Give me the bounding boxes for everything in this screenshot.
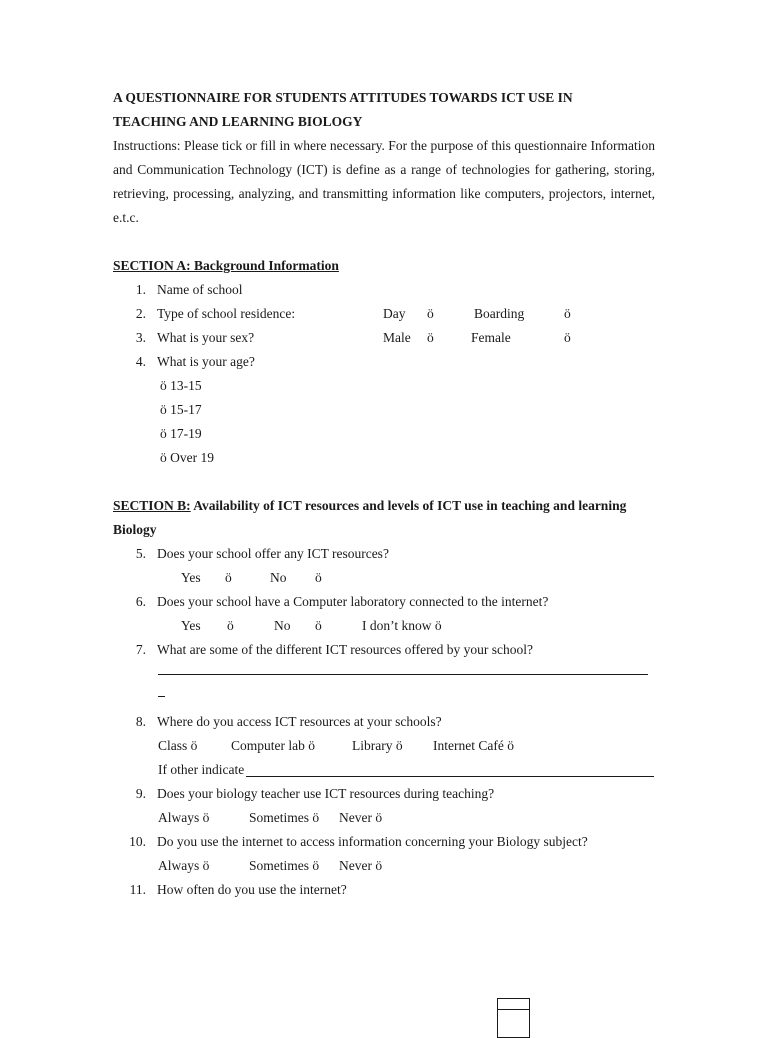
option-internet-cafe[interactable]: Internet Café ö <box>433 738 514 753</box>
question-number: 7. <box>135 642 146 657</box>
question-number: 11. <box>129 882 146 897</box>
question-number: 5. <box>135 546 146 561</box>
question-8-options <box>113 734 655 758</box>
question-3 <box>113 326 655 350</box>
option-always[interactable]: Always ö <box>158 810 210 825</box>
question-9 <box>113 782 655 806</box>
question-number: 3. <box>135 330 146 345</box>
question-7-answer-continued <box>113 686 655 710</box>
checkbox-female[interactable]: ö <box>564 330 571 345</box>
question-9-options <box>113 806 655 830</box>
question-5-options <box>113 566 655 590</box>
question-number: 8. <box>135 714 146 729</box>
question-number: 1. <box>135 282 146 297</box>
title-line-1: A QUESTIONNAIRE FOR STUDENTS ATTITUDES TOWARDS ICT USE IN <box>113 90 573 105</box>
option-dont-know[interactable]: I don’t know ö <box>362 618 442 633</box>
question-text: What is your sex? <box>157 330 255 345</box>
question-number: 2. <box>135 306 146 321</box>
question-5 <box>113 542 655 566</box>
question-text: What is your age? <box>157 354 255 369</box>
question-4 <box>113 350 655 374</box>
option-female: Female <box>471 330 511 345</box>
question-text: Do you use the internet to access information concerning your Biology subject? <box>157 834 588 849</box>
checkbox-male[interactable]: ö <box>427 330 434 345</box>
option-always[interactable]: Always ö <box>158 858 210 873</box>
checkbox-day[interactable]: ö <box>427 306 434 321</box>
option-label: ö 15-17 <box>160 402 202 417</box>
question-text: What are some of the different ICT resources offered by your school? <box>157 642 533 657</box>
section-b-heading <box>113 494 655 518</box>
section-b-heading-line-2: Biology <box>113 522 157 537</box>
question-6 <box>113 590 655 614</box>
option-library[interactable]: Library ö <box>352 738 403 753</box>
option-label: ö Over 19 <box>160 450 214 465</box>
checkbox-no[interactable]: ö <box>315 570 322 585</box>
option-label: ö 13-15 <box>160 378 202 393</box>
title-line-2: TEACHING AND LEARNING BIOLOGY <box>113 114 363 129</box>
option-label: ö 17-19 <box>160 426 202 441</box>
option-no: No <box>274 618 291 633</box>
question-number: 4. <box>135 354 146 369</box>
option-male: Male <box>383 330 411 345</box>
question-text: Does your school offer any ICT resources? <box>157 546 389 561</box>
age-option-over-19[interactable] <box>113 446 655 470</box>
option-day: Day <box>383 306 406 321</box>
instructions-text: Instructions: Please tick or fill in where necessary. For the purpose of this questionnaire Information and Communication Technology (ICT) is define as a range of technologies for gathering, storing, retrieving, processing, analyzing, and transmitting information like computers, projectors, internet, e.t.c. <box>113 138 655 225</box>
question-11 <box>113 878 655 902</box>
question-8 <box>113 710 655 734</box>
option-sometimes[interactable]: Sometimes ö <box>249 858 320 873</box>
other-indicate-line[interactable] <box>246 764 654 777</box>
age-option-17-19[interactable] <box>113 422 655 446</box>
question-7-answer[interactable] <box>113 662 655 686</box>
question-number: 9. <box>135 786 146 801</box>
checkbox-yes[interactable]: ö <box>225 570 232 585</box>
checkbox-no[interactable]: ö <box>315 618 322 633</box>
option-never[interactable]: Never ö <box>339 810 383 825</box>
option-yes: Yes <box>181 570 201 585</box>
option-class[interactable]: Class ö <box>158 738 198 753</box>
section-b-label: SECTION B: <box>113 498 191 513</box>
option-boarding: Boarding <box>474 306 525 321</box>
other-indicate-label: If other indicate <box>158 762 245 777</box>
question-number: 10. <box>129 834 146 849</box>
question-6-options <box>113 614 655 638</box>
questionnaire-page <box>113 86 655 902</box>
option-computer-lab[interactable]: Computer lab ö <box>231 738 315 753</box>
question-text: Does your biology teacher use ICT resources during teaching? <box>157 786 495 801</box>
question-text: Does your school have a Computer laboratory connected to the internet? <box>157 594 549 609</box>
checkbox-yes[interactable]: ö <box>227 618 234 633</box>
question-text: Where do you access ICT resources at your schools? <box>157 714 442 729</box>
page-number-box <box>497 998 530 1038</box>
option-yes: Yes <box>181 618 201 633</box>
option-never[interactable]: Never ö <box>339 858 383 873</box>
question-2 <box>113 302 655 326</box>
section-a-heading: SECTION A: Background Information <box>113 258 339 273</box>
question-text: Name of school <box>157 282 243 297</box>
question-7 <box>113 638 655 662</box>
age-option-15-17[interactable] <box>113 398 655 422</box>
question-10 <box>113 830 655 854</box>
question-text: Type of school residence: <box>157 306 296 321</box>
option-sometimes[interactable]: Sometimes ö <box>249 810 320 825</box>
section-b-title: Availability of ICT resources and levels of ICT use in teaching and learning <box>190 498 627 513</box>
question-8-other <box>113 758 655 782</box>
option-no: No <box>270 570 287 585</box>
question-1 <box>113 278 655 302</box>
question-10-options <box>113 854 655 878</box>
checkbox-boarding[interactable]: ö <box>564 306 571 321</box>
question-text: How often do you use the internet? <box>157 882 347 897</box>
answer-line-end <box>158 696 165 697</box>
answer-line[interactable] <box>158 662 648 675</box>
age-option-13-15[interactable] <box>113 374 655 398</box>
question-number: 6. <box>135 594 146 609</box>
